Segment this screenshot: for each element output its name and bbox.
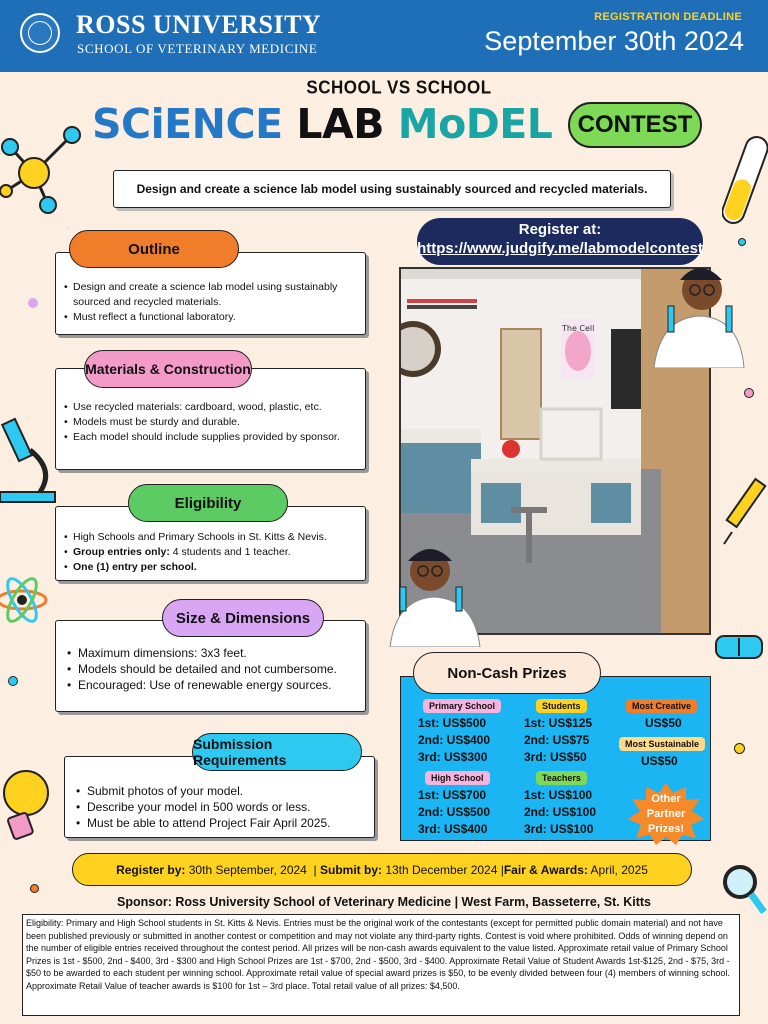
contest-title [92,100,552,148]
lightbulb-icon [0,765,56,845]
teachers-tag: Teachers [536,771,587,785]
university-seal-icon [20,13,60,53]
high-school-prizes [418,787,490,838]
university-name: ROSS UNIVERSITY [76,10,322,39]
poster-text: The Cell [562,324,595,333]
eligibility-fineprint: Eligibility: Primary and High School students in St. Kitts & Nevis. Entries must be the original work of the contestants (except for permitted public domain material) and not have been published previously or submitted in another contest or competition and may not violate any third-party rights. Contest is void where prohibited. Odds of winning depend on the number of eligible entries received throughout the contest period. All prizes will be non-cash awards equivalent to the value listed. Approximate retail value of Primary School Prizes is 1st - $500, 2nd - $400, 3rd - $300 and High School Prizes are 1st - $700, 2nd - $500, 3rd - $400. Approximate Retail Value of Student Awards 1st-$125, 2nd - $75, 3rd - $50 to be awarded to each student per winning school. Approximate retail value of special award prizes is $50, to be evenly divided between four (4) members of winning school. Approximate Retail Value of teacher awards is $100 for 1st – 3rd place. Total retail value of all prizes: $4,500. [22,914,740,1016]
eyebrow-title: SCHOOL VS SCHOOL [306,77,492,98]
safety-goggles-icon [712,628,768,668]
list-item: • Design and create a science lab model using sustainably sourced and recycled materials. [64,280,355,310]
other-line: Partner [646,808,686,820]
group-entries-text: 4 students and 1 teacher. [169,546,291,558]
title-word-lab: LAB [296,100,384,148]
prize-line: 2nd: US$500 [418,805,491,819]
prize-line: 1st: US$700 [418,788,487,802]
list-item [64,545,355,560]
most-creative-tag: Most Creative [626,699,697,713]
outline-heading: Outline [69,230,239,268]
header-banner [0,0,768,72]
molecule-icon [0,125,90,220]
list-item: • Use recycled materials: cardboard, wood, plastic, etc. [64,400,355,415]
high-school-tag: High School [425,771,490,785]
list-item: • Maximum dimensions: 3x3 feet. [64,645,355,661]
list-item: • Describe your model in 500 words or less. [73,799,364,815]
contest-badge: CONTEST [568,102,702,148]
submission-heading: Submission Requirements [192,733,362,771]
magnifier-icon [720,862,768,922]
dot-decoration [28,298,38,308]
prize-line: 1st: US$125 [524,716,593,730]
register-by-label: Register by: [116,862,186,877]
prize-line: 3rd: US$100 [524,822,594,836]
students-tag: Students [536,699,587,713]
atom-icon [0,560,60,640]
list-item: • Must reflect a functional laboratory. [64,310,355,325]
dot-decoration [30,884,39,893]
register-by-date: 30th September, 2024 [185,862,307,877]
eligibility-heading: Eligibility [128,484,288,522]
list-item: • Models should be detailed and not cumbersome. [64,661,355,677]
prize-line: 2nd: US$100 [524,805,597,819]
most-sustainable-tag: Most Sustainable [619,737,705,751]
submit-by-label: Submit by: [319,862,382,877]
list-item [64,560,355,575]
prizes-heading: Non-Cash Prizes [413,652,601,694]
dot-decoration [738,238,746,246]
teachers-prizes [524,787,596,838]
deadline-label: REGISTRATION DEADLINE [594,11,742,23]
register-link[interactable]: https://www.judgify.me/labmodelcontest [417,240,703,257]
fair-awards-date: April, 2025 [587,862,648,877]
students-prizes [524,715,592,766]
most-creative-value: US$50 [645,716,682,730]
primary-school-tag: Primary School [423,699,501,713]
microscope-icon [0,410,60,510]
fair-awards-label: Fair & Awards: [503,862,588,877]
other-prizes-text [628,792,704,837]
sponsor-line: Sponsor: Ross University School of Veterinary Medicine | West Farm, Basseterre, St. Kitts [117,895,651,909]
deadline-date: September 30th 2024 [484,26,744,56]
key-dates-bar [72,853,692,886]
other-line: Prizes! [647,823,685,835]
materials-heading: Materials & Construction [84,350,252,388]
dot-decoration [734,743,745,754]
list-item: • Models must be sturdy and durable. [64,415,355,430]
prize-line: 2nd: US$75 [524,733,590,747]
title-word-model: MoDEL [397,100,553,148]
dot-decoration [744,388,754,398]
prize-line: 1st: US$100 [524,788,593,802]
school-name: SCHOOL OF VETERINARY MEDICINE [77,41,318,56]
list-item: • High Schools and Primary Schools in St. Kitts & Nevis. [64,530,355,545]
prize-line: 3rd: US$300 [418,750,488,764]
list-item: • Encouraged: Use of renewable energy sources. [64,677,355,693]
prize-line: 3rd: US$400 [418,822,488,836]
tagline: Design and create a science lab model using sustainably sourced and recycled materials. [113,170,671,208]
syringe-icon [722,468,768,548]
entry-per-school: One (1) entry per school. [73,561,197,573]
submit-by-date: 13th December 2024 | [381,862,504,877]
list-item: • Submit photos of your model. [73,783,364,799]
primary-school-prizes [418,715,490,766]
prize-line: 1st: US$500 [418,716,487,730]
separator: | [306,862,320,877]
list-item: • Each model should include supplies provided by sponsor. [64,430,355,445]
dot-decoration [8,676,18,686]
scientist-illustration [380,537,492,647]
group-entries-label: Group entries only: [73,546,170,558]
list-item: • Must be able to attend Project Fair April 2025. [73,815,364,831]
other-line: Other [651,793,681,805]
test-tube-icon [722,135,768,235]
prize-line: 3rd: US$50 [524,750,587,764]
register-label: Register at: [518,221,602,238]
most-sustainable-value: US$50 [641,754,678,768]
prize-line: 2nd: US$400 [418,733,491,747]
scientist-illustration [640,258,758,368]
size-heading: Size & Dimensions [162,599,324,637]
title-word-science: SCiENCE [92,100,283,148]
